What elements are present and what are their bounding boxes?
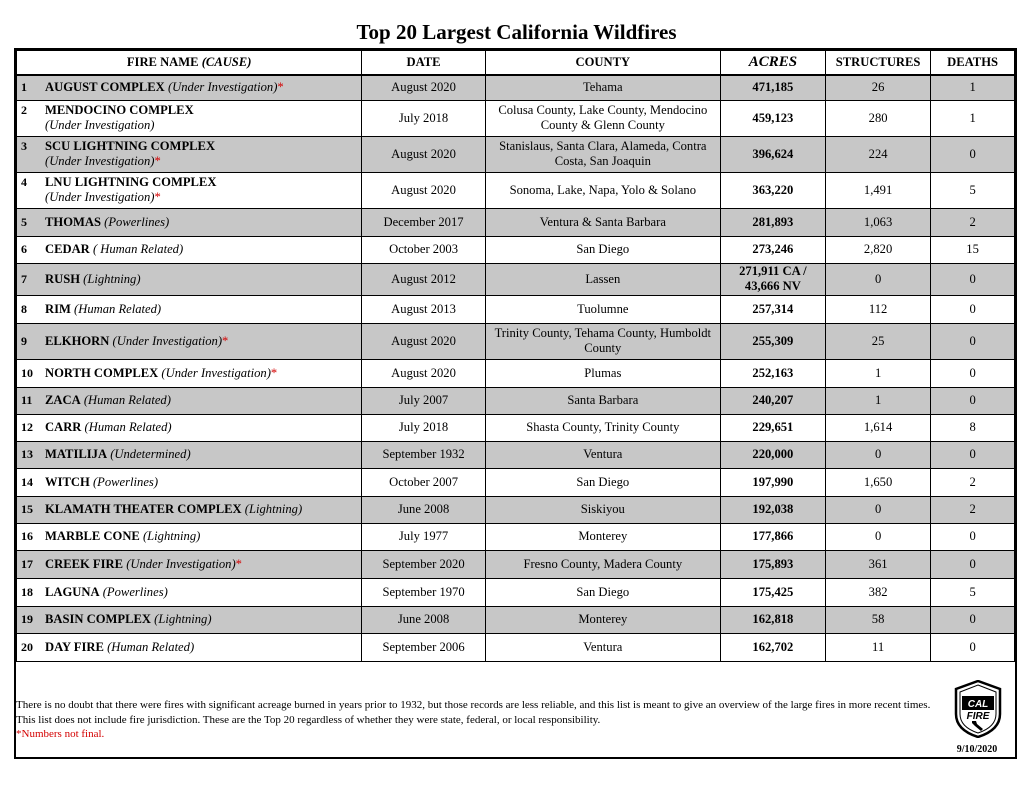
svg-text:CAL: CAL (967, 699, 989, 710)
not-final-asterisk: * (154, 154, 161, 168)
cell-acres: 255,309 (720, 323, 825, 359)
rank-number: 7 (21, 271, 27, 286)
cell-structures: 25 (825, 323, 930, 359)
cal-fire-logo-icon (953, 680, 1003, 738)
cell-county: Stanislaus, Santa Clara, Alameda, Contra Costa, San Joaquin (485, 136, 720, 172)
rank-number: 16 (21, 529, 33, 543)
cell-date: July 2018 (362, 414, 486, 441)
cell-acres: 257,314 (720, 295, 825, 323)
cell-structures: 11 (825, 633, 930, 661)
cell-structures: 0 (825, 496, 930, 523)
cell-fire-name (17, 208, 362, 236)
cell-county: San Diego (485, 236, 720, 263)
cell-structures: 0 (825, 441, 930, 468)
cell-structures: 280 (825, 100, 930, 136)
rank-number: 11 (21, 393, 33, 407)
cell-structures: 2,820 (825, 236, 930, 263)
cell-deaths: 0 (931, 323, 1015, 359)
cell-fire-name (17, 295, 362, 323)
cell-acres: 271,911 CA / 43,666 NV (720, 263, 825, 295)
rank-number: 17 (21, 556, 33, 571)
rank-number: 4 (21, 175, 27, 189)
rank-number: 18 (21, 584, 33, 599)
cell-deaths: 0 (931, 295, 1015, 323)
table-row (17, 578, 1015, 606)
table-row (17, 550, 1015, 578)
cell-date: September 2020 (362, 550, 486, 578)
fire-name: ZACA (45, 393, 81, 407)
cell-deaths: 15 (931, 236, 1015, 263)
cell-date: August 2020 (362, 359, 486, 387)
fire-name: NORTH COMPLEX (45, 365, 159, 380)
table-row (17, 208, 1015, 236)
cell-date: September 2006 (362, 633, 486, 661)
fires-table-frame (14, 48, 1017, 759)
page-title: Top 20 Largest California Wildfires (356, 20, 677, 44)
fire-cause: (Lightning) (244, 502, 303, 516)
rank-number: 2 (21, 103, 27, 117)
cell-fire-name (17, 136, 362, 172)
fire-name: KLAMATH THEATER COMPLEX (45, 502, 242, 516)
cell-acres: 459,123 (720, 100, 825, 136)
fire-name: WITCH (45, 474, 90, 489)
cell-deaths: 0 (931, 441, 1015, 468)
rank-number: 3 (21, 139, 27, 153)
table-row (17, 523, 1015, 550)
cell-structures: 26 (825, 75, 930, 100)
fire-name: CREEK FIRE (45, 556, 124, 571)
fire-cause: (Human Related) (74, 301, 162, 316)
cell-structures: 1 (825, 359, 930, 387)
fire-name: THOMAS (45, 214, 101, 229)
cell-acres: 175,893 (720, 550, 825, 578)
cell-structures: 1,063 (825, 208, 930, 236)
cell-county: Santa Barbara (485, 387, 720, 414)
date-stamp: 9/10/2020 (956, 744, 998, 755)
fire-cause: (Under Investigation) (112, 333, 223, 348)
table-row (17, 496, 1015, 523)
cell-acres: 197,990 (720, 468, 825, 496)
cell-acres: 175,425 (720, 578, 825, 606)
cell-date: June 2008 (362, 496, 486, 523)
table-row (17, 236, 1015, 263)
fire-cause: (Lightning) (154, 612, 212, 626)
cell-deaths: 0 (931, 263, 1015, 295)
cell-deaths: 0 (931, 523, 1015, 550)
rank-number: 6 (21, 242, 27, 256)
cell-date: August 2012 (362, 263, 486, 295)
cell-fire-name (17, 606, 362, 633)
footnotes (16, 698, 946, 742)
table-row (17, 100, 1015, 136)
cell-deaths: 0 (931, 136, 1015, 172)
fires-table (16, 50, 1015, 662)
cell-fire-name (17, 468, 362, 496)
rank-number: 13 (21, 447, 33, 461)
fire-name: MARBLE CONE (45, 529, 140, 543)
table-row (17, 468, 1015, 496)
table-row (17, 359, 1015, 387)
cell-deaths: 1 (931, 100, 1015, 136)
fire-name: RUSH (45, 271, 80, 286)
cell-county: Shasta County, Trinity County (485, 414, 720, 441)
fire-cause: (Lightning) (83, 271, 141, 286)
cell-fire-name (17, 263, 362, 295)
fire-cause: ( Human Related) (92, 242, 184, 256)
cell-fire-name (17, 578, 362, 606)
cell-deaths: 0 (931, 359, 1015, 387)
fire-cause: (Powerlines) (104, 214, 170, 229)
cell-county: Lassen (485, 263, 720, 295)
cell-county: Plumas (485, 359, 720, 387)
header-county: COUNTY (485, 51, 720, 76)
rank-number: 19 (21, 612, 33, 626)
rank-number: 1 (21, 80, 27, 95)
cell-deaths: 8 (931, 414, 1015, 441)
cell-county: Fresno County, Madera County (485, 550, 720, 578)
cell-date: August 2020 (362, 323, 486, 359)
table-row (17, 323, 1015, 359)
cell-county: Monterey (485, 523, 720, 550)
cell-deaths: 1 (931, 75, 1015, 100)
table-row (17, 414, 1015, 441)
cell-county: Tehama (485, 75, 720, 100)
rank-number: 20 (21, 639, 33, 654)
header-acres: ACRES (720, 51, 825, 76)
cell-structures: 1,614 (825, 414, 930, 441)
cell-deaths: 0 (931, 387, 1015, 414)
header-deaths: DEATHS (931, 51, 1015, 76)
not-final-asterisk: * (222, 333, 229, 348)
table-row (17, 136, 1015, 172)
cell-date: October 2007 (362, 468, 486, 496)
cell-date: June 2008 (362, 606, 486, 633)
cell-fire-name (17, 387, 362, 414)
cell-structures: 0 (825, 263, 930, 295)
cell-county: Sonoma, Lake, Napa, Yolo & Solano (485, 172, 720, 208)
cell-date: October 2003 (362, 236, 486, 263)
cell-deaths: 0 (931, 550, 1015, 578)
cell-county: San Diego (485, 578, 720, 606)
fire-cause: (Human Related) (84, 420, 172, 434)
cell-fire-name (17, 550, 362, 578)
cell-deaths: 2 (931, 496, 1015, 523)
table-row (17, 387, 1015, 414)
cell-structures: 0 (825, 523, 930, 550)
svg-text:FIRE: FIRE (966, 711, 990, 722)
cell-county: San Diego (485, 468, 720, 496)
note-jurisdiction: This list does not include fire jurisdiction. These are the Top 20 regardless of whether they were state, federal, or local responsibility. (16, 713, 601, 726)
cell-deaths: 2 (931, 468, 1015, 496)
fire-name: LNU LIGHTNING COMPLEX (45, 175, 217, 189)
rank-number: 10 (21, 365, 33, 380)
cell-fire-name (17, 236, 362, 263)
cell-date: August 2020 (362, 136, 486, 172)
fire-name: ELKHORN (45, 333, 110, 348)
cell-date: December 2017 (362, 208, 486, 236)
table-row (17, 172, 1015, 208)
cell-county: Siskiyou (485, 496, 720, 523)
cell-acres: 162,702 (720, 633, 825, 661)
cell-date: September 1970 (362, 578, 486, 606)
cell-structures: 1,491 (825, 172, 930, 208)
header-fire-name: FIRE NAME (CAUSE) (17, 51, 362, 76)
fire-cause: (Under Investigation) (45, 190, 155, 204)
cell-structures: 1 (825, 387, 930, 414)
cell-acres: 281,893 (720, 208, 825, 236)
cell-fire-name (17, 523, 362, 550)
cell-date: August 2013 (362, 295, 486, 323)
fire-name: MATILIJA (45, 447, 108, 461)
cell-acres: 273,246 (720, 236, 825, 263)
cell-acres: 396,624 (720, 136, 825, 172)
cell-acres: 162,818 (720, 606, 825, 633)
table-header-row (17, 51, 1015, 76)
cell-county: Ventura & Santa Barbara (485, 208, 720, 236)
cell-date: July 1977 (362, 523, 486, 550)
cell-fire-name (17, 414, 362, 441)
cell-acres: 252,163 (720, 359, 825, 387)
fire-cause: (Under Investigation) (126, 556, 236, 571)
cell-structures: 1,650 (825, 468, 930, 496)
fire-cause: (Human Related) (107, 639, 195, 654)
header-structures: STRUCTURES (825, 51, 930, 76)
fire-cause: (Human Related) (83, 393, 171, 407)
cell-fire-name (17, 323, 362, 359)
fire-cause: (Under Investigation) (45, 118, 155, 132)
table-row (17, 75, 1015, 100)
cell-structures: 382 (825, 578, 930, 606)
fire-name: BASIN COMPLEX (45, 612, 152, 626)
fire-cause: (Under Investigation) (167, 80, 278, 95)
table-row (17, 263, 1015, 295)
fire-cause: (Powerlines) (102, 584, 168, 599)
not-final-asterisk: * (235, 556, 242, 571)
fire-cause: (Under Investigation) (45, 154, 155, 168)
cell-structures: 224 (825, 136, 930, 172)
note-not-final: *Numbers not final. (16, 728, 105, 740)
table-row (17, 606, 1015, 633)
table-row (17, 441, 1015, 468)
cell-fire-name (17, 441, 362, 468)
cell-acres: 471,185 (720, 75, 825, 100)
cell-county: Ventura (485, 441, 720, 468)
rank-number: 9 (21, 333, 27, 348)
not-final-asterisk: * (277, 80, 284, 95)
fire-cause: (Powerlines) (92, 474, 159, 489)
rank-number: 14 (21, 474, 33, 489)
fire-name: CARR (45, 420, 82, 434)
fire-cause: (Undetermined) (110, 447, 191, 461)
fire-name: AUGUST COMPLEX (45, 80, 165, 95)
fire-name: MENDOCINO COMPLEX (45, 103, 194, 117)
cell-county: Monterey (485, 606, 720, 633)
cell-deaths: 2 (931, 208, 1015, 236)
cell-date: August 2020 (362, 172, 486, 208)
cell-fire-name (17, 359, 362, 387)
cell-acres: 220,000 (720, 441, 825, 468)
cell-fire-name (17, 75, 362, 100)
cell-fire-name (17, 172, 362, 208)
cell-date: July 2007 (362, 387, 486, 414)
cell-fire-name (17, 633, 362, 661)
fire-name: LAGUNA (45, 584, 100, 599)
cell-date: September 1932 (362, 441, 486, 468)
cell-deaths: 5 (931, 578, 1015, 606)
cell-acres: 240,207 (720, 387, 825, 414)
fire-cause: (Lightning) (142, 529, 201, 543)
cell-county: Trinity County, Tehama County, Humboldt County (485, 323, 720, 359)
cell-acres: 363,220 (720, 172, 825, 208)
cell-fire-name (17, 496, 362, 523)
fire-name: SCU LIGHTNING COMPLEX (45, 139, 216, 153)
cell-date: July 2018 (362, 100, 486, 136)
table-row (17, 295, 1015, 323)
rank-number: 15 (21, 502, 33, 516)
header-date: DATE (362, 51, 486, 76)
cell-acres: 177,866 (720, 523, 825, 550)
cell-structures: 58 (825, 606, 930, 633)
not-final-asterisk: * (270, 365, 278, 380)
rank-number: 8 (21, 301, 27, 316)
rank-number: 12 (21, 420, 33, 434)
cell-structures: 361 (825, 550, 930, 578)
cell-fire-name (17, 100, 362, 136)
cell-county: Colusa County, Lake County, Mendocino County & Glenn County (485, 100, 720, 136)
fire-name: RIM (45, 301, 71, 316)
cell-date: August 2020 (362, 75, 486, 100)
cell-acres: 229,651 (720, 414, 825, 441)
cell-acres: 192,038 (720, 496, 825, 523)
rank-number: 5 (21, 214, 27, 229)
note-history: There is no doubt that there were fires with significant acreage burned in years prior to 1932, but those records are less reliable, and this list is meant to give an overview of the large fires in more recent times. (16, 699, 931, 711)
fire-cause: (Under Investigation) (161, 365, 271, 380)
cell-deaths: 5 (931, 172, 1015, 208)
fire-name: CEDAR (45, 242, 90, 256)
fire-name: DAY FIRE (45, 639, 104, 654)
not-final-asterisk: * (154, 190, 161, 204)
cell-deaths: 0 (931, 606, 1015, 633)
cell-deaths: 0 (931, 633, 1015, 661)
cell-structures: 112 (825, 295, 930, 323)
table-row (17, 633, 1015, 661)
cell-county: Ventura (485, 633, 720, 661)
cell-county: Tuolumne (485, 295, 720, 323)
